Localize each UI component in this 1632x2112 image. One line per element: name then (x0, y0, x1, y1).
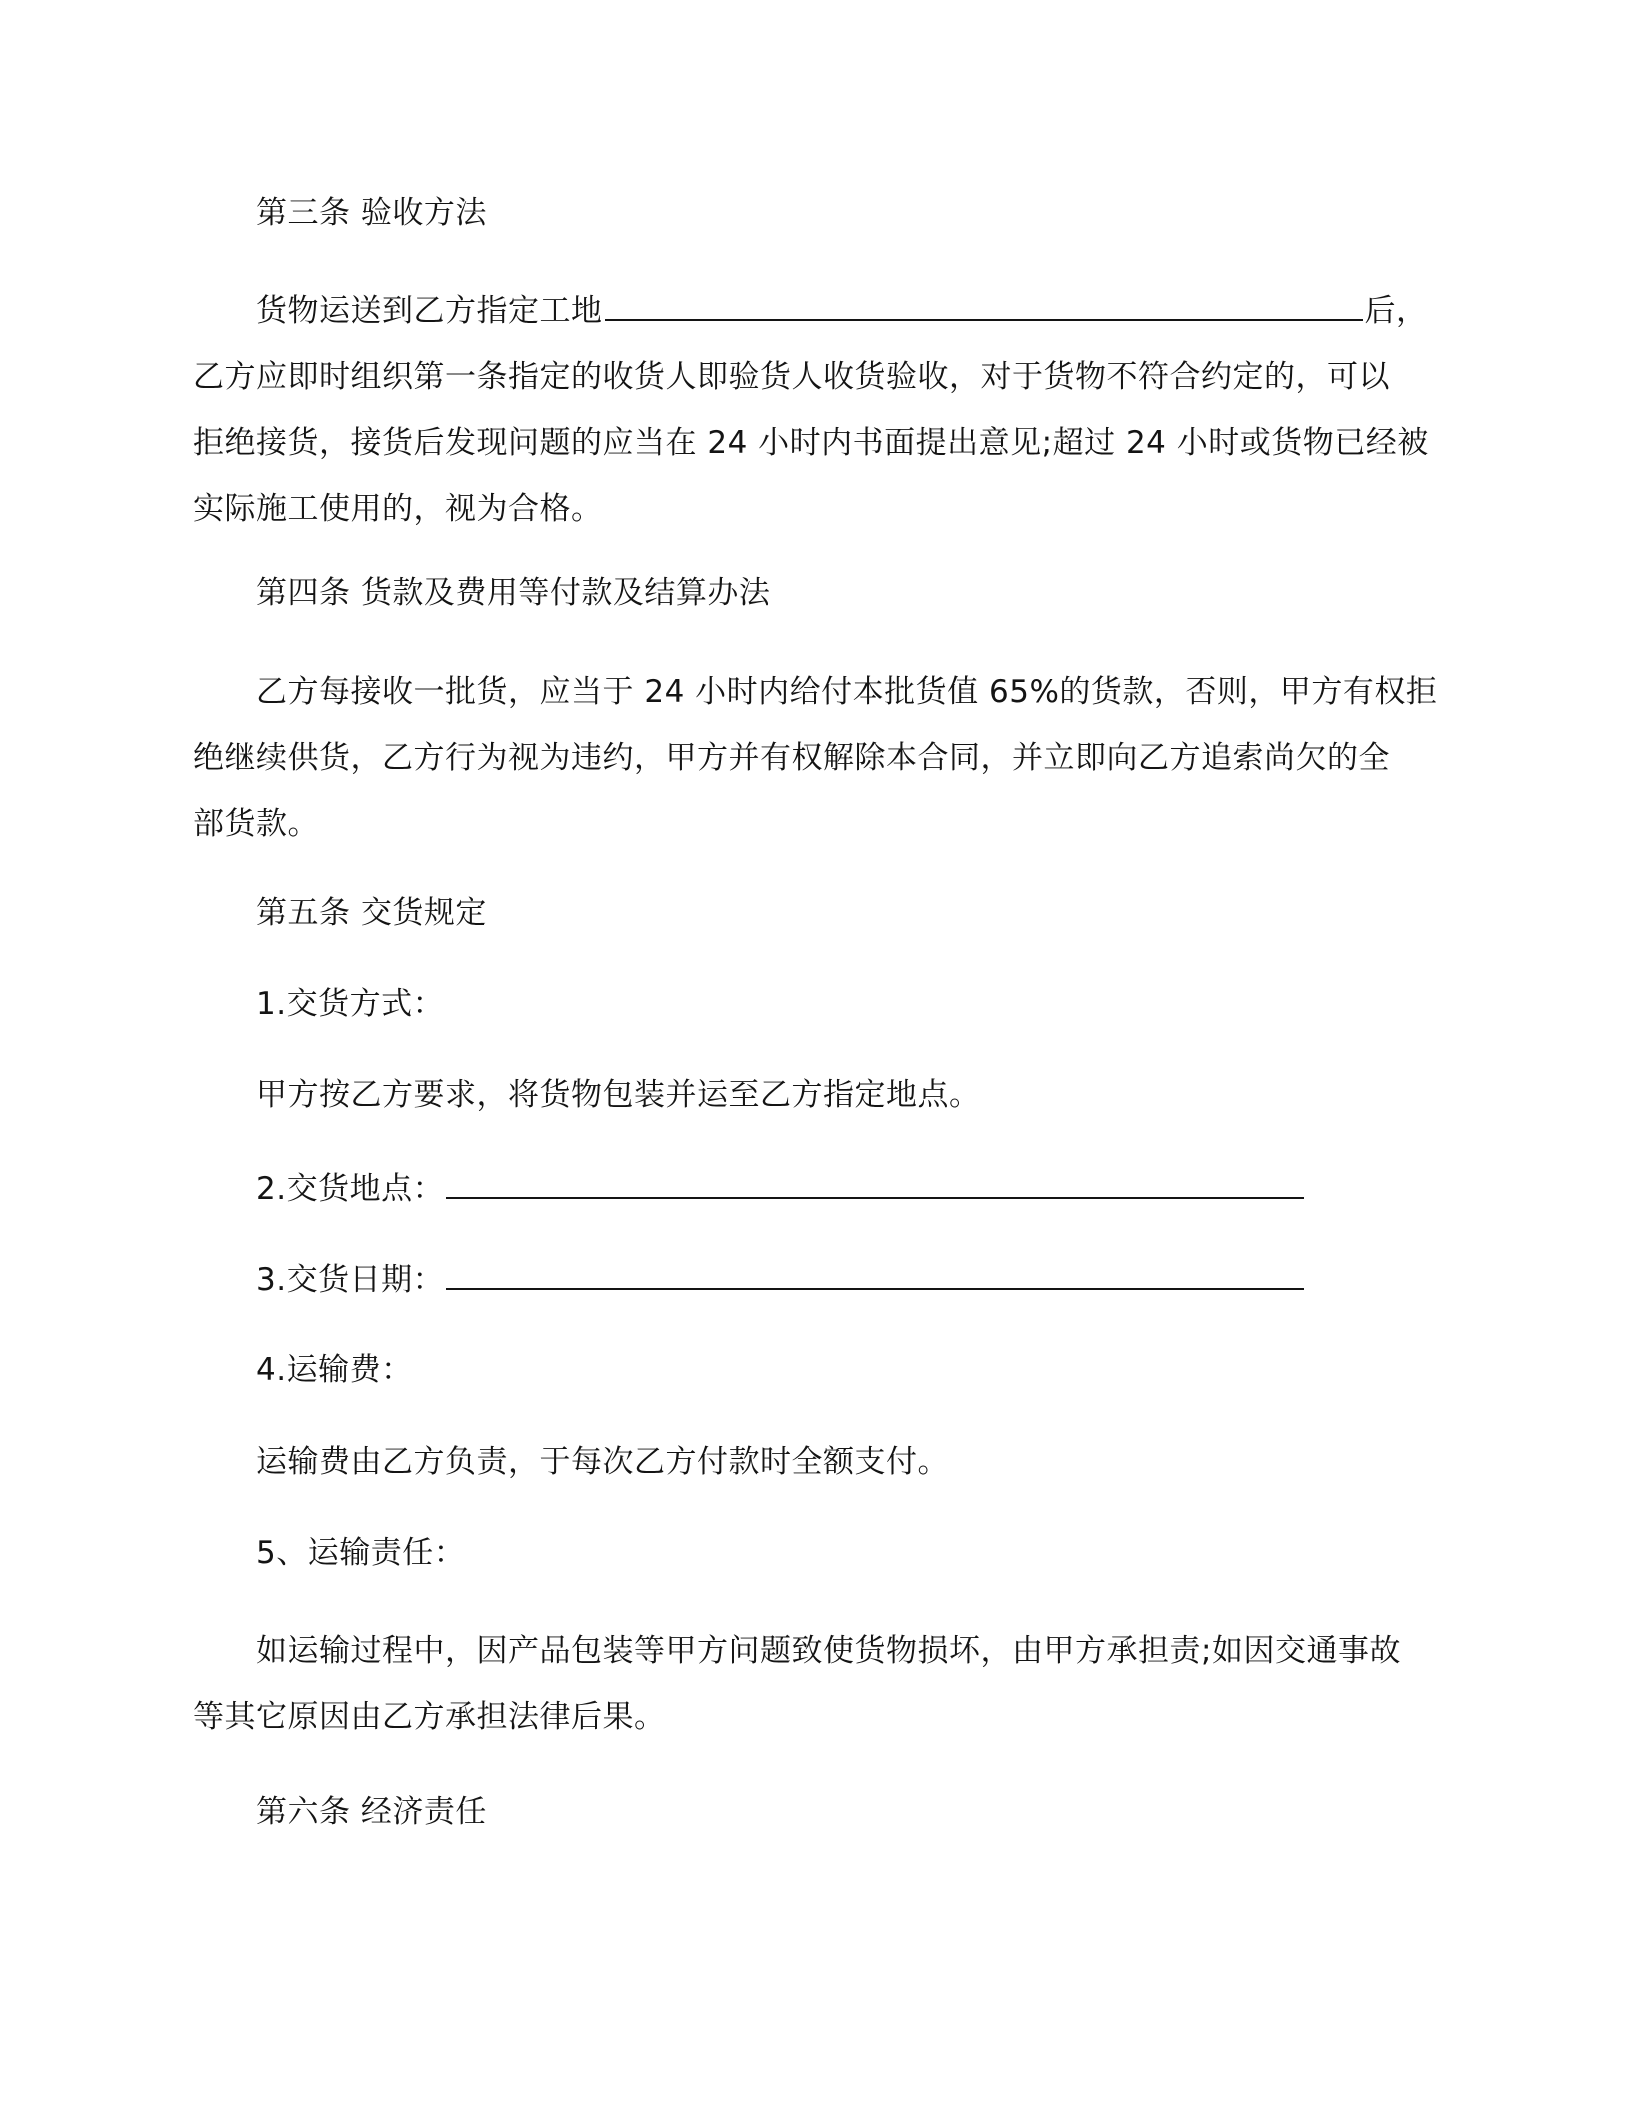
item2-label: 2.交货地点： (256, 1171, 445, 1207)
item3-row (256, 1258, 1306, 1300)
delivery-date-blank[interactable] (446, 1258, 1304, 1290)
article3-paragraph (193, 278, 1443, 542)
article3-line3: 拒绝接货，接货后发现问题的应当在 24 小时内书面提出意见;超过 24 小时或货物已经被 (193, 425, 1429, 461)
article3-line1-start: 货物运送到乙方指定工地 (256, 293, 603, 329)
article4-line2: 绝继续供货，乙方行为视为违约，甲方并有权解除本合同，并立即向乙方追索尚欠的全 (193, 740, 1390, 776)
item4-label: 4.运输费： (256, 1352, 413, 1388)
article3-line2: 乙方应即时组织第一条指定的收货人即验货人收货验收，对于货物不符合约定的，可以 (193, 359, 1390, 395)
article5-heading: 第五条 交货规定 (256, 895, 487, 931)
item5-label: 5、运输责任： (256, 1535, 466, 1571)
delivery-site-blank[interactable] (605, 289, 1363, 321)
article4-paragraph (193, 659, 1443, 857)
delivery-location-blank[interactable] (446, 1167, 1304, 1199)
article6-heading: 第六条 经济责任 (256, 1794, 487, 1830)
item4-text: 运输费由乙方负责，于每次乙方付款时全额支付。 (256, 1444, 949, 1480)
item1-label: 1.交货方式： (256, 986, 445, 1022)
item5-line2: 等其它原因由乙方承担法律后果。 (193, 1699, 666, 1735)
article3-line4: 实际施工使用的，视为合格。 (193, 491, 603, 527)
item5-line1: 如运输过程中，因产品包装等甲方问题致使货物损坏，由甲方承担责;如因交通事故 (256, 1633, 1401, 1669)
article3-line1 (193, 278, 1443, 344)
item3-label: 3.交货日期： (256, 1262, 445, 1298)
article4-heading: 第四条 货款及费用等付款及结算办法 (256, 575, 771, 611)
article4-line1: 乙方每接收一批货，应当于 24 小时内给付本批货值 65%的货款，否则，甲方有权拒 (256, 674, 1438, 710)
article3-heading: 第三条 验收方法 (256, 195, 487, 231)
item5-paragraph (193, 1618, 1443, 1750)
item2-row (256, 1167, 1306, 1209)
article4-line3: 部货款。 (193, 806, 319, 842)
article3-line1-end: 后， (1364, 293, 1428, 329)
item1-text: 甲方按乙方要求，将货物包装并运至乙方指定地点。 (256, 1077, 981, 1113)
